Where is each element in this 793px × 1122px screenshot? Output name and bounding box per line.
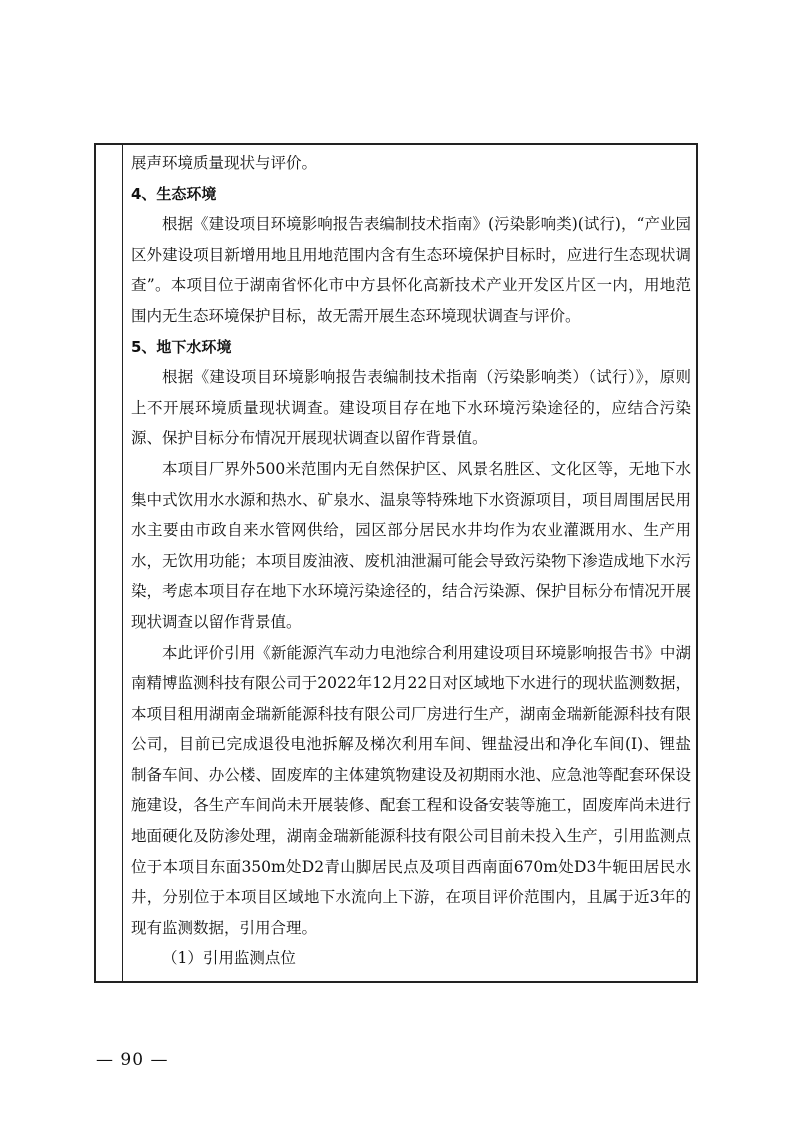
page-number: — 90 — — [96, 1050, 169, 1070]
heading-ecological-environment: 4、生态环境 — [131, 184, 217, 203]
paragraph-groundwater-surroundings: 本项目厂界外500米范围内无自然保护区、风景名胜区、文化区等，无地下水集中式饮用水水源和热水、矿泉水、温泉等特殊地下水资源项目，项目周围居民用水主要由市政自来水管网供给，园区部分居民水井均作为农业灌溉用水、生产用水，无饮用功能；本项目废油液、废机油泄漏可能会导致污染物下渗造成地下水污染，考虑本项目存在地下水环境污染途径的，结合污染源、保护目标分布情况开展现状调查以留作背景值。 — [131, 459, 691, 631]
paragraph-monitoring-points-heading: （1）引用监测点位 — [162, 949, 296, 968]
paragraph-sound-env-end: 展声环境质量现状与评价。 — [131, 154, 318, 172]
table-left-column — [96, 145, 123, 981]
paragraph-ecological-survey: 根据《建设项目环境影响报告表编制技术指南》(污染影响类)(试行)，“产业园区外建设项目新增用地且用地范围内含有生态环境保护目标时，应进行生态现状调查”。本项目位于湖南省怀化市中方县怀化高新技术产业开发区片区一内，用地范围内无生态环境保护目标，故无需开展生态环境现状调查与评价。 — [131, 215, 691, 325]
paragraph-groundwater-guideline: 根据《建设项目环境影响报告表编制技术指南（污染影响类）（试行）》，原则上不开展环境质量现状调查。建设项目存在地下水环境污染途径的，应结合污染源、保护目标分布情况开展现状调查以留作背景值。 — [131, 368, 691, 448]
heading-groundwater-environment: 5、地下水环境 — [131, 337, 232, 356]
paragraph-monitoring-citation: 本此评价引用《新能源汽车动力电池综合利用建设项目环境影响报告书》中湖南精博监测科技有限公司于2022年12月22日对区域地下水进行的现状监测数据，本项目租用湖南金瑞新能源科技有限公司厂房进行生产，湖南金瑞新能源科技有限公司，目前已完成退役电池拆解及梯次利用车间、锂盐浸出和净化车间(I)、锂盐制备车间、办公楼、固废库的主体建筑物建设及初期雨水池、应急池等配套环保设施建设，各生产车间尚未开展装修、配套工程和设备安装等施工，固废库尚未进行地面硬化及防渗处理，湖南金瑞新能源科技有限公司目前未投入生产，引用监测点位于本项目东面350m处D2青山脚居民点及项目西南面670m处D3牛轭田居民水井，分别位于本项目区域地下水流向上下游，在项目评价范围内，且属于近3年的现有监测数据，引用合理。 — [131, 643, 691, 937]
content-table — [94, 143, 698, 983]
table-content-cell — [131, 148, 691, 974]
